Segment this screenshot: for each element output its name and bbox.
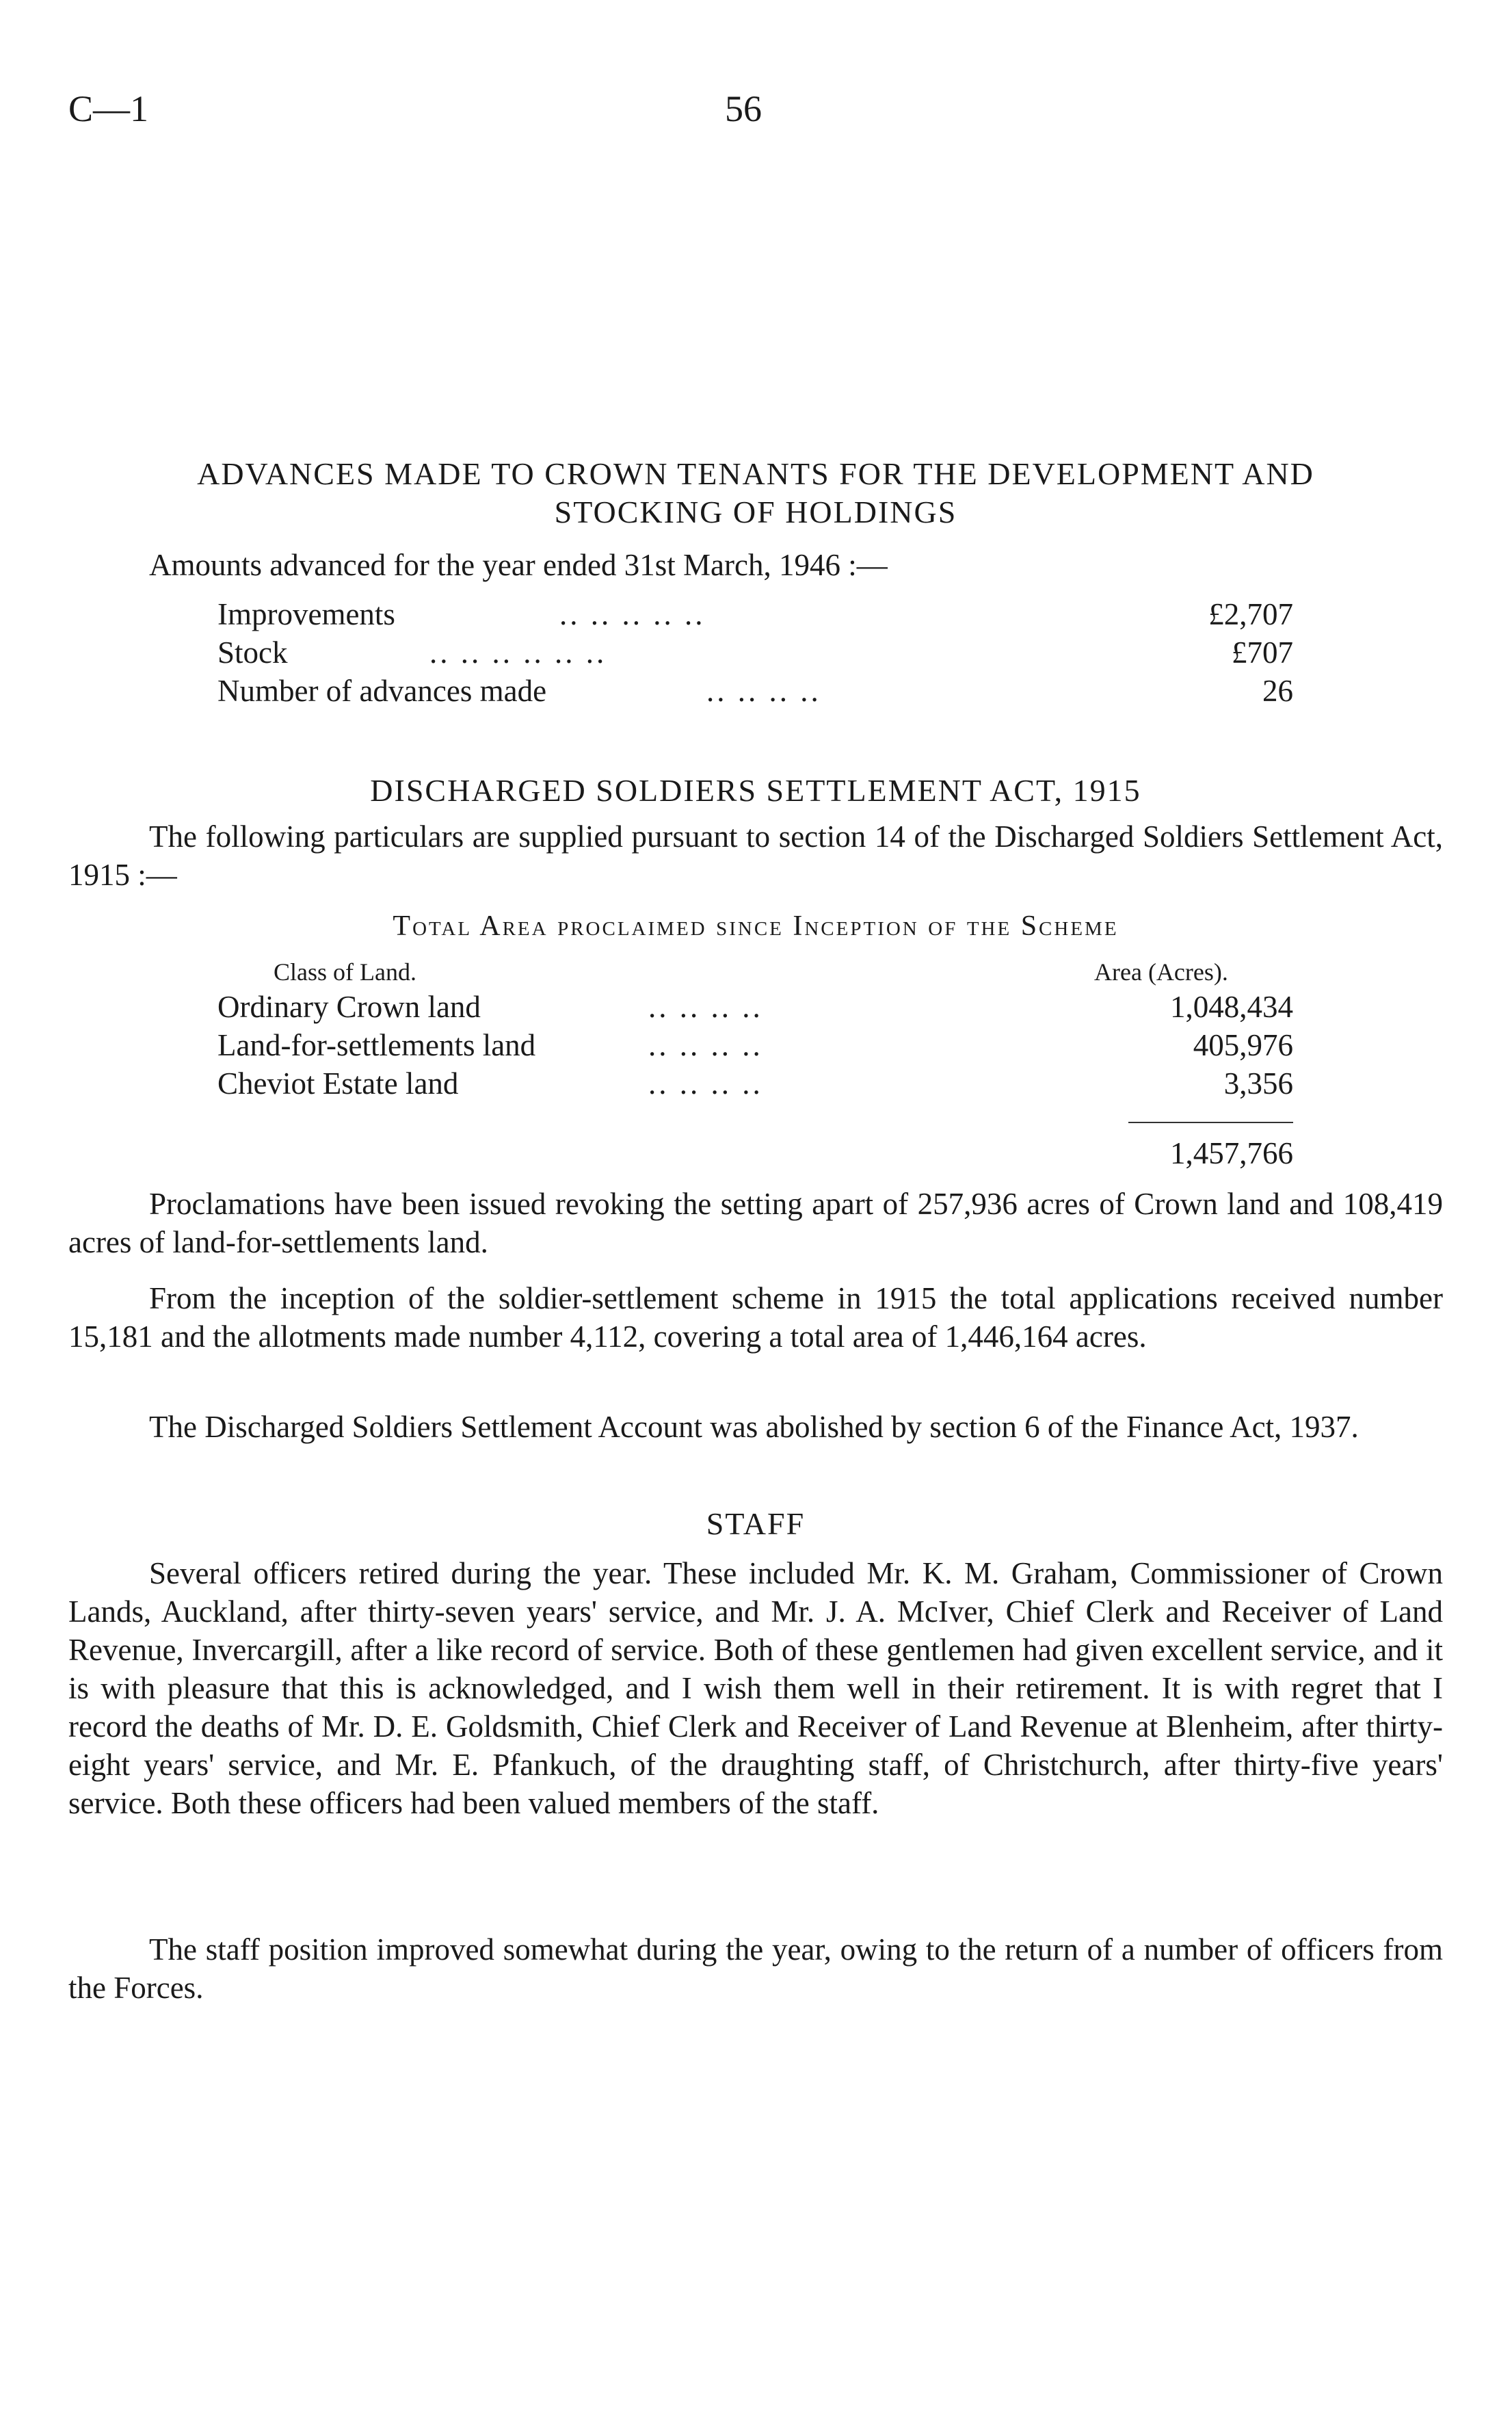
row-leader-dots: .. .. .. .. .. — [559, 597, 706, 631]
account-abolished-paragraph: The Discharged Soldiers Settlement Account was abolished by section 6 of the Finance Act, 1937. — [149, 1410, 1359, 1444]
row-leader-dots: .. .. .. .. — [648, 1066, 763, 1101]
discharged-intro: The following particulars are supplied pursuant to section 14 of the Discharged Soldiers Settlement Act, 1915 :— — [68, 819, 1443, 892]
row-leader-dots: .. .. .. .. — [648, 990, 763, 1024]
staff-paragraph-2: The staff position improved somewhat during the year, owing to the return of a number of officers from the Forces. — [68, 1932, 1443, 2005]
advances-heading-line2: STOCKING OF HOLDINGS — [554, 495, 957, 529]
proclamations-paragraph: Proclamations have been issued revoking the setting apart of 257,936 acres of Crown land and 108,419 acres of land-for-settlements land. — [68, 1187, 1443, 1259]
row-label: Stock — [217, 635, 288, 670]
staff-paragraph-1: Several officers retired during the year. These included Mr. K. M. Graham, Commissioner of Crown Lands, Auckland, after thirty-seven years' service, and Mr. J. A. McIver, Chief Clerk and Receiver of Land Revenue, Invercargill, after a like record of service. Both of these gentlemen had given excellent service, and it is with pleasure that this is acknowledged, and I wish them well in their retirement. It is with regret that I record the deaths of Mr. D. E. Goldsmith, Chief Clerk and Receiver of Land Revenue at Blenheim, after thirty-eight years' service, and Mr. E. Pfankuch, of the draughting staff, of Christchurch, after thirty-five years' service. Both these officers had been valued members of the staff. — [68, 1556, 1443, 1820]
row-label: Ordinary Crown land — [217, 990, 481, 1024]
staff-heading: STAFF — [706, 1506, 806, 1541]
area-table-title: Total Area proclaimed since Inception of the Scheme — [393, 910, 1119, 942]
row-label: Cheviot Estate land — [217, 1066, 459, 1101]
document-reference: C—1 — [68, 88, 149, 129]
discharged-heading: DISCHARGED SOLDIERS SETTLEMENT ACT, 1915 — [370, 773, 1141, 808]
page-number: 56 — [725, 88, 762, 129]
area-row-cheviot — [217, 1066, 1293, 1104]
advances-row-improvements — [217, 596, 1293, 635]
row-leader-dots: .. .. .. .. .. .. — [429, 635, 607, 670]
area-row-land-for-settlements — [217, 1027, 1293, 1066]
row-value: 26 — [1262, 674, 1293, 708]
row-label: Improvements — [217, 597, 395, 631]
row-value: 1,048,434 — [1170, 990, 1293, 1024]
row-value: 3,356 — [1223, 1066, 1293, 1101]
total-rule — [1128, 1122, 1293, 1123]
row-label: Land-for-settlements land — [217, 1028, 536, 1062]
advances-row-number — [217, 673, 1293, 711]
row-value: £707 — [1232, 635, 1293, 670]
area-table-col-area: Area (Acres). — [1094, 958, 1228, 986]
area-row-ordinary — [217, 989, 1293, 1027]
advances-heading-line1: ADVANCES MADE TO CROWN TENANTS FOR THE DEVELOPMENT AND — [197, 456, 1314, 491]
advances-heading — [68, 455, 1443, 531]
row-label: Number of advances made — [217, 674, 547, 708]
row-leader-dots: .. .. .. .. — [706, 674, 821, 708]
row-value: 405,976 — [1193, 1028, 1293, 1062]
advances-row-stock — [217, 635, 1293, 673]
area-total: 1,457,766 — [1170, 1136, 1293, 1170]
advances-intro: Amounts advanced for the year ended 31st March, 1946 :— — [149, 548, 888, 582]
area-table-col-class: Class of Land. — [274, 958, 416, 986]
inception-paragraph: From the inception of the soldier-settlement scheme in 1915 the total applications received number 15,181 and the allotments made number 4,112, covering a total area of 1,446,164 acres. — [68, 1281, 1443, 1354]
row-value: £2,707 — [1208, 597, 1293, 631]
row-leader-dots: .. .. .. .. — [648, 1028, 763, 1062]
